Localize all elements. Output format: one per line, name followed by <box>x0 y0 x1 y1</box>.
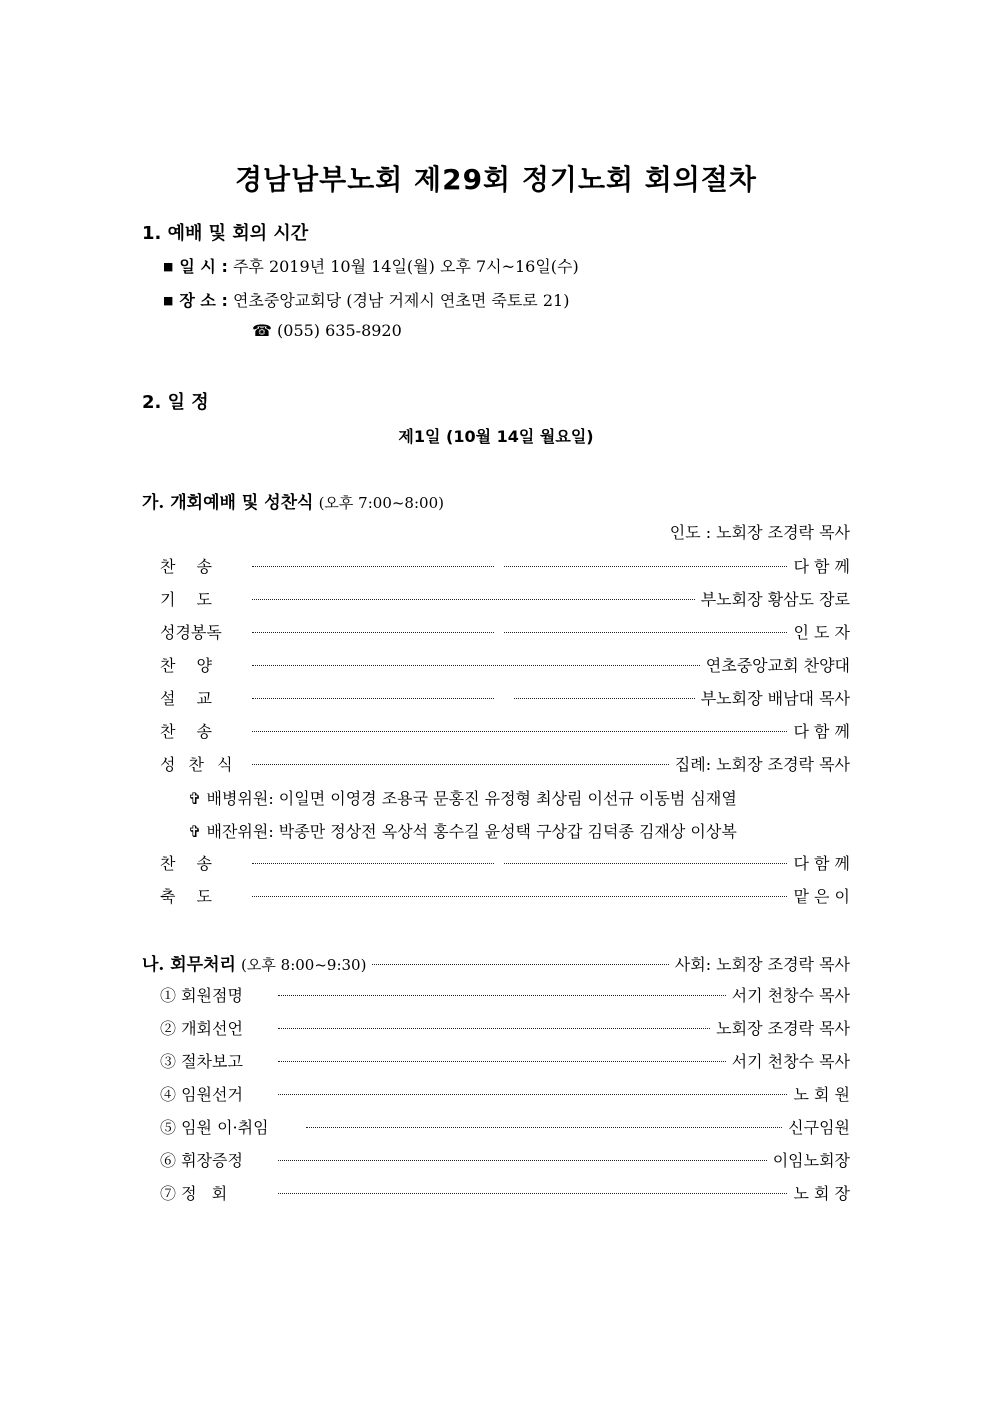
worship-heading-row <box>142 488 444 513</box>
item-label: 축 도 <box>160 887 220 906</box>
dot-leader <box>278 1193 787 1194</box>
date-label: 일 시 : <box>179 257 228 276</box>
cup-committee: ✞ 배잔위원: 박종만 정상전 옥상석 홍수길 윤성택 구상갑 김덕종 김재상 이상복 <box>188 822 737 841</box>
date-row <box>163 254 579 277</box>
business-heading-row <box>142 950 850 975</box>
date-value: 주후 2019년 10월 14일(월) 오후 7시~16일(수) <box>232 257 579 276</box>
item-value: 노 회 장 <box>793 1184 850 1203</box>
dot-leader <box>278 1061 726 1062</box>
dot-leader <box>252 698 695 699</box>
program-item <box>160 554 850 576</box>
item-value: 다 함 께 <box>793 722 850 741</box>
item-label: ⑤ 임원 이·취임 <box>160 1118 269 1137</box>
item-value: 신구임원 <box>788 1118 850 1137</box>
dot-leader <box>252 632 787 633</box>
business-item <box>160 1049 850 1071</box>
worship-heading: 가. 개회예배 및 성찬식 <box>142 493 314 513</box>
business-heading-wrap <box>142 950 366 975</box>
item-label: ③ 절차보고 <box>160 1052 243 1071</box>
program-item <box>160 884 850 906</box>
item-value: 다 함 께 <box>793 557 850 576</box>
item-value: 집례: 노회장 조경락 목사 <box>674 755 850 774</box>
place-row <box>163 288 569 311</box>
dot-leader <box>252 896 787 897</box>
dot-leader <box>252 599 695 600</box>
square-bullet-icon: ■ <box>163 260 174 273</box>
dot-leader <box>372 964 668 965</box>
item-label: 성경봉독 <box>160 623 222 642</box>
dot-leader <box>306 1127 782 1128</box>
business-item <box>160 983 850 1005</box>
item-value: 연초중앙교회 찬양대 <box>705 656 850 675</box>
business-lead: 사회: 노회장 조경락 목사 <box>674 955 850 974</box>
item-label: ② 개회선언 <box>160 1019 243 1038</box>
item-value: 서기 천창수 목사 <box>731 1052 850 1071</box>
dot-leader <box>252 566 787 567</box>
item-label: 찬 양 <box>160 656 220 675</box>
business-heading: 나. 회무처리 <box>142 955 236 975</box>
item-label: ⑥ 휘장증정 <box>160 1151 243 1170</box>
section1-heading: 1. 예배 및 회의 시간 <box>142 223 309 244</box>
business-item <box>160 1016 850 1038</box>
item-value: 맡 은 이 <box>793 887 850 906</box>
section2-heading: 2. 일 정 <box>142 392 209 413</box>
program-item <box>160 620 850 642</box>
item-label: ① 회원점명 <box>160 986 243 1005</box>
dot-leader <box>278 1094 787 1095</box>
program-item <box>160 653 850 675</box>
item-label: 성 찬 식 <box>160 755 237 774</box>
phone-number: ☎ (055) 635-8920 <box>252 321 402 340</box>
item-label: ⑦ 정 회 <box>160 1184 228 1203</box>
program-item <box>160 686 850 708</box>
business-item <box>160 1082 850 1104</box>
item-value: 인 도 자 <box>793 623 850 642</box>
dot-leader <box>252 731 787 732</box>
item-label: ④ 임원선거 <box>160 1085 243 1104</box>
day1-heading: 제1일 (10월 14일 월요일) <box>398 427 594 446</box>
document-title: 경남남부노회 제29회 정기노회 회의절차 <box>235 163 757 196</box>
item-value: 서기 천창수 목사 <box>731 986 850 1005</box>
item-value: 부노회장 황삼도 장로 <box>700 590 850 609</box>
item-label: 찬 송 <box>160 854 220 873</box>
dot-leader <box>278 995 726 996</box>
program-item <box>160 719 850 741</box>
item-value: 이임노회장 <box>772 1151 850 1170</box>
business-item <box>160 1148 850 1170</box>
program-item <box>160 752 850 774</box>
item-value: 부노회장 배남대 목사 <box>700 689 850 708</box>
item-label: 기 도 <box>160 590 220 609</box>
item-value: 다 함 께 <box>793 854 850 873</box>
dot-leader <box>252 863 787 864</box>
business-item <box>160 1181 850 1203</box>
business-item <box>160 1115 850 1137</box>
program-item <box>160 587 850 609</box>
dot-leader <box>252 764 669 765</box>
item-value: 노 회 원 <box>793 1085 850 1104</box>
item-label: 설 교 <box>160 689 220 708</box>
place-value: 연초중앙교회당 (경남 거제시 연초면 죽토로 21) <box>232 291 570 310</box>
dot-leader <box>278 1028 710 1029</box>
program-item <box>160 851 850 873</box>
bread-committee: ✞ 배병위원: 이일면 이영경 조용국 문홍진 유정형 최상림 이선규 이동범 심재열 <box>188 789 737 808</box>
item-label: 찬 송 <box>160 722 220 741</box>
dot-leader <box>278 1160 767 1161</box>
dot-leader <box>252 665 700 666</box>
square-bullet-icon: ■ <box>163 294 174 307</box>
place-label: 장 소 : <box>179 291 228 310</box>
worship-lead: 인도 : 노회장 조경락 목사 <box>669 523 850 542</box>
business-time: (오후 8:00~9:30) <box>241 956 367 974</box>
item-label: 찬 송 <box>160 557 220 576</box>
item-value: 노회장 조경락 목사 <box>716 1019 850 1038</box>
worship-time: (오후 7:00~8:00) <box>318 494 444 512</box>
